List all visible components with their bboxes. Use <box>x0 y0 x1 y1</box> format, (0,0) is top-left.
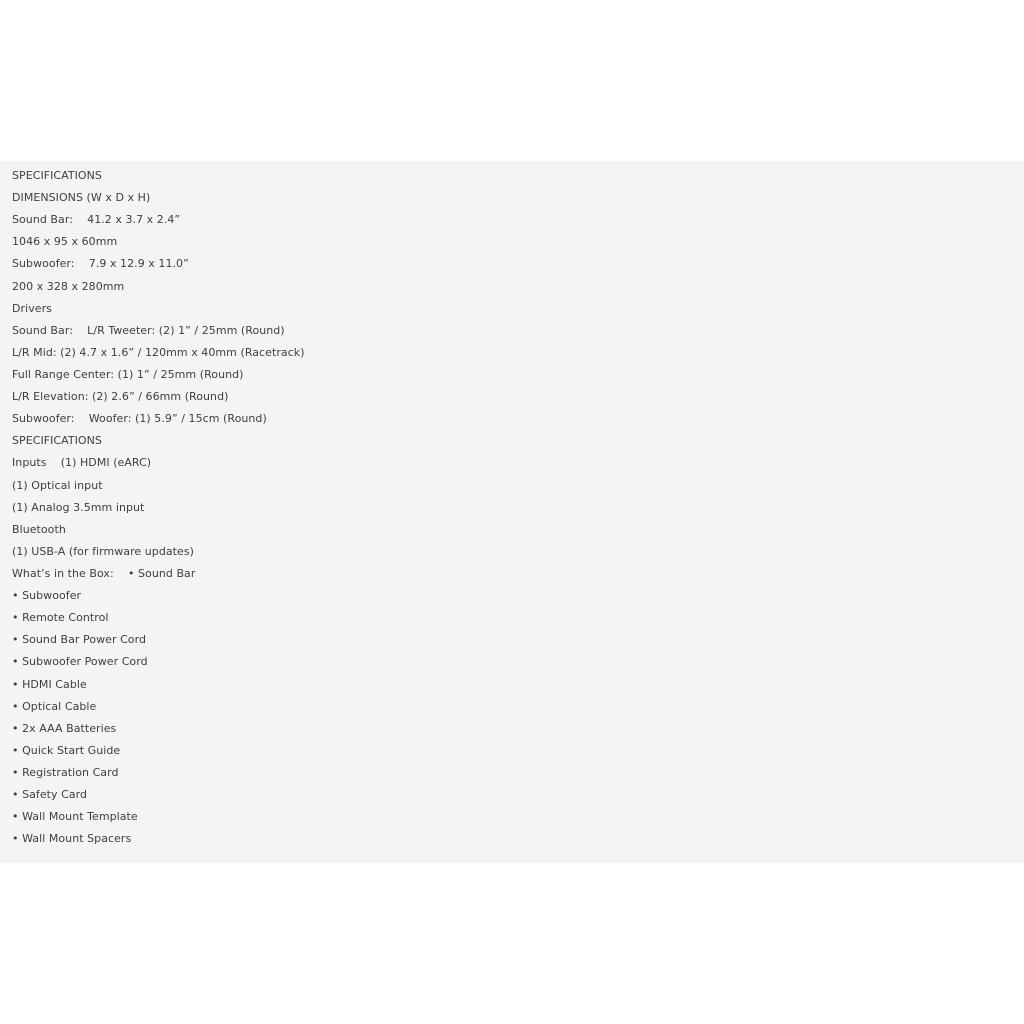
sound-bar-dimensions-mm: 1046 x 95 x 60mm <box>12 235 118 249</box>
box-item-safety: • Safety Card <box>12 788 88 802</box>
box-item-sound-bar-cord: • Sound Bar Power Cord <box>12 633 147 647</box>
subwoofer-dimensions-in: Subwoofer: 7.9 x 12.9 x 11.0” <box>12 257 189 271</box>
inputs-bluetooth: Bluetooth <box>12 522 66 536</box>
sound-bar-center: Full Range Center: (1) 1” / 25mm (Round) <box>12 367 244 381</box>
inputs-optical: (1) Optical input <box>12 478 103 492</box>
box-item-registration: • Registration Card <box>12 765 119 779</box>
inputs-analog: (1) Analog 3.5mm input <box>12 500 145 514</box>
inputs-usb: (1) USB-A (for firmware updates) <box>12 544 194 558</box>
drivers-heading: Drivers <box>12 301 52 315</box>
box-item-wall-spacers: • Wall Mount Spacers <box>12 832 132 846</box>
sound-bar-tweeter: Sound Bar: L/R Tweeter: (2) 1” / 25mm (Round) <box>12 323 285 337</box>
box-item-optical-cable: • Optical Cable <box>12 699 97 713</box>
box-item-subwoofer-cord: • Subwoofer Power Cord <box>12 655 148 669</box>
sound-bar-mid: L/R Mid: (2) 4.7 x 1.6” / 120mm x 40mm (Racetrack) <box>12 345 305 359</box>
box-item-wall-template: • Wall Mount Template <box>12 810 138 824</box>
specifications-panel <box>0 161 1024 863</box>
sound-bar-dimensions-in: Sound Bar: 41.2 x 3.7 x 2.4” <box>12 213 181 227</box>
box-item-sound-bar: What’s in the Box: • Sound Bar <box>12 566 196 580</box>
box-item-batteries: • 2x AAA Batteries <box>12 721 117 735</box>
subwoofer-dimensions-mm: 200 x 328 x 280mm <box>12 279 125 293</box>
dimensions-heading: DIMENSIONS (W x D x H) <box>12 191 151 205</box>
subwoofer-woofer: Subwoofer: Woofer: (1) 5.9” / 15cm (Round) <box>12 412 267 426</box>
box-item-remote: • Remote Control <box>12 611 109 625</box>
box-item-hdmi-cable: • HDMI Cable <box>12 677 87 691</box>
specifications-heading: SPECIFICATIONS <box>12 169 102 182</box>
box-item-quick-start: • Quick Start Guide <box>12 743 121 757</box>
sound-bar-elevation: L/R Elevation: (2) 2.6” / 66mm (Round) <box>12 390 229 404</box>
box-item-subwoofer: • Subwoofer <box>12 589 82 603</box>
specifications-heading-2: SPECIFICATIONS <box>12 434 102 448</box>
inputs-hdmi: Inputs (1) HDMI (eARC) <box>12 456 152 470</box>
